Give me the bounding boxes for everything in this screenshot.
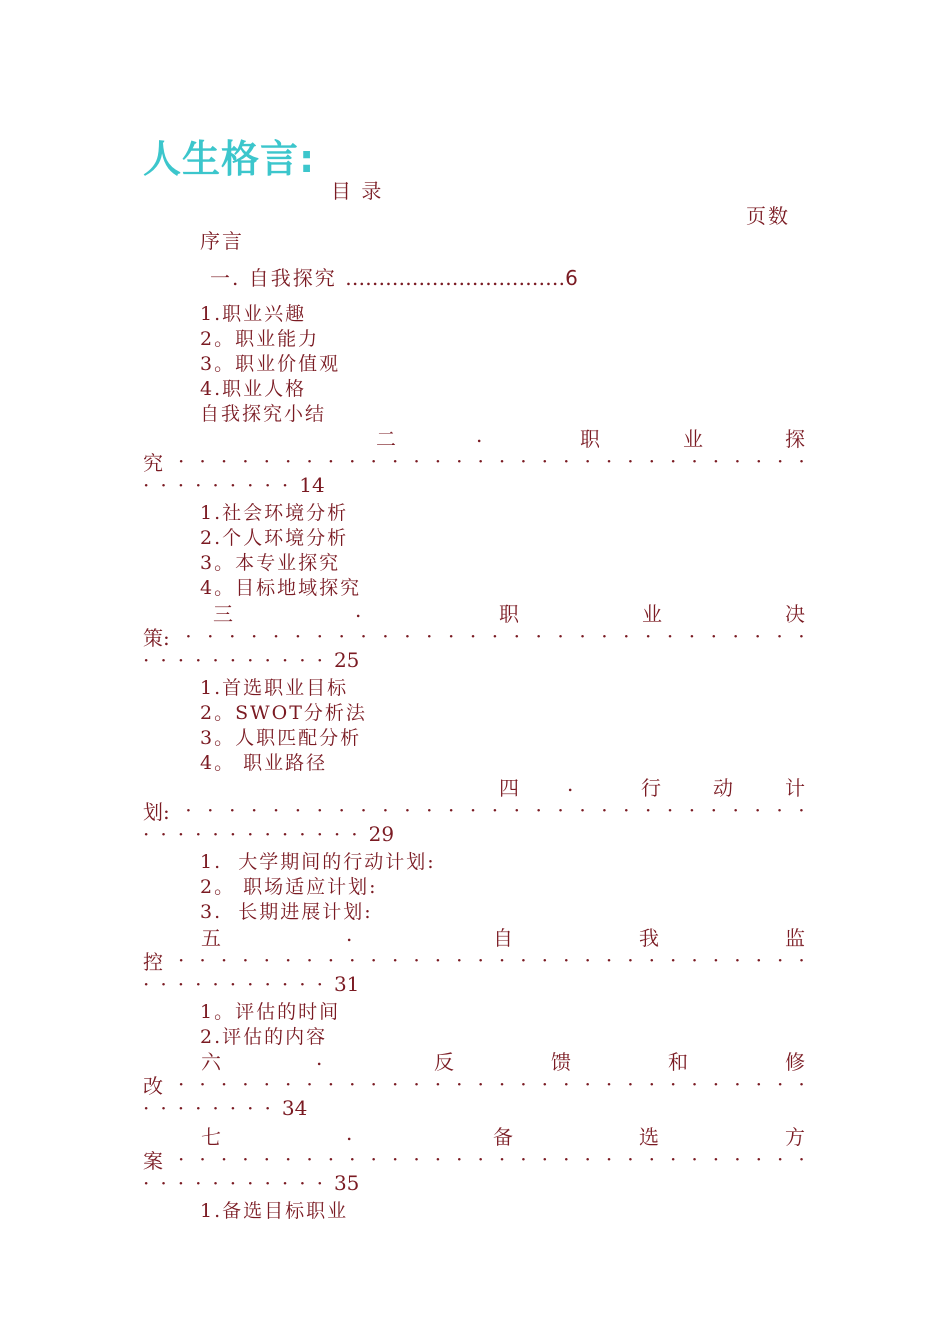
section-7-char: 备 (493, 1125, 513, 1149)
section-3-item: 3。人职匹配分析 (200, 727, 362, 749)
section-1-item: 2。职业能力 (200, 328, 320, 350)
section-3-char: 决 (785, 602, 805, 626)
section-4-item: 1. 大学期间的行动计划: (200, 851, 436, 873)
section-5-char: 五 (201, 926, 221, 950)
section-7-char: 七 (201, 1125, 221, 1149)
section-2-item: 3。本专业探究 (200, 552, 341, 574)
section-5-page: 31 (333, 972, 360, 996)
section-3-char: . (355, 598, 362, 622)
preface-entry: 序言 (200, 229, 244, 253)
section-2-char: 二 (376, 427, 396, 451)
section-6-char: . (316, 1046, 323, 1070)
section-4-char: 四 (499, 776, 519, 800)
section-6-char: 反 (434, 1050, 454, 1074)
section-3-item: 4。 职业路径 (200, 752, 328, 774)
section-1-item: 1.职业兴趣 (200, 303, 307, 325)
section-5-char: 监 (785, 926, 805, 950)
section-4-item: 3. 长期进展计划: (200, 901, 373, 923)
section-4-char: 动 (713, 776, 733, 800)
section-1-page: 6 (565, 266, 580, 290)
section-2-leader-row: 究 · · · · · · · · · · · · · · · · · · · · · · · · · · · · · · (143, 448, 805, 474)
section-7-char: 方 (785, 1125, 805, 1149)
section-1-leader: …………………………… (345, 266, 566, 290)
section-5-char: 自 (493, 926, 513, 950)
motto-heading: 人生格言: (143, 137, 316, 181)
section-3-char: 三 (213, 602, 233, 626)
section-1-entry (210, 262, 580, 291)
section-4-char: 行 (641, 776, 661, 800)
section-6-page: 34 (281, 1096, 308, 1120)
section-2-char: . (476, 423, 483, 447)
section-4-char: . (567, 772, 574, 796)
section-6-char: 修 (785, 1050, 805, 1074)
section-3-item: 1.首选职业目标 (200, 677, 349, 699)
section-5-char: 我 (639, 926, 659, 950)
section-3-item: 2。SWOT分析法 (200, 702, 367, 724)
section-1-number: 一. (210, 266, 241, 290)
section-7-char: 选 (639, 1125, 659, 1149)
section-7-last-char: 案 (143, 1148, 163, 1173)
section-3-leader-row: 策: · · · · · · · · · · · · · · · · · · · · · · · · · · · · · (143, 623, 805, 649)
section-2-page-row: ·········14 (143, 473, 325, 497)
section-7-leader-row: 案 · · · · · · · · · · · · · · · · · · · · · · · · · · · · · · (143, 1146, 805, 1172)
section-3-heading (143, 598, 805, 624)
section-5-item: 2.评估的内容 (200, 1026, 328, 1048)
section-1-item: 4.职业人格 (200, 378, 307, 400)
section-6-page-row: ········34 (143, 1096, 308, 1120)
section-3-char: 业 (642, 602, 662, 626)
section-4-char: 计 (785, 776, 805, 800)
section-7-heading (143, 1121, 805, 1147)
section-4-item: 2。 职场适应计划: (200, 876, 378, 898)
section-5-leader-row: 控 · · · · · · · · · · · · · · · · · · · · · · · · · · · · · · (143, 947, 805, 973)
section-7-item: 1.备选目标职业 (200, 1200, 349, 1222)
section-4-page-row: ·············29 (143, 822, 395, 846)
section-3-char: 职 (499, 602, 519, 626)
section-4-page: 29 (368, 822, 395, 846)
section-2-item: 4。目标地域探究 (200, 577, 362, 599)
pages-label: 页数 (746, 204, 790, 228)
section-2-page: 14 (299, 473, 325, 497)
section-7-page: 35 (333, 1171, 360, 1195)
section-3-page: 25 (333, 648, 360, 672)
section-6-char: 和 (668, 1050, 688, 1074)
section-2-item: 2.个人环境分析 (200, 527, 349, 549)
section-4-heading (143, 772, 805, 798)
section-5-item: 1。评估的时间 (200, 1001, 341, 1023)
section-1-summary: 自我探究小结 (200, 403, 327, 425)
section-6-char: 六 (201, 1050, 221, 1074)
section-5-last-char: 控 (143, 949, 163, 974)
section-5-heading (143, 922, 805, 948)
section-4-last-char: 划: (143, 799, 170, 824)
section-2-last-char: 究 (143, 450, 163, 475)
section-4-leader-row: 划: · · · · · · · · · · · · · · · · · · · · · · · · · · · · · (143, 797, 805, 823)
section-3-last-char: 策: (143, 625, 170, 650)
section-6-heading (143, 1046, 805, 1072)
toc-title: 目 录 (331, 179, 384, 203)
section-2-item: 1.社会环境分析 (200, 502, 349, 524)
section-7-page-row: ···········35 (143, 1171, 360, 1195)
section-3-page-row: ···········25 (143, 648, 360, 672)
section-5-page-row: ···········31 (143, 972, 360, 996)
section-6-leader-row: 改 · · · · · · · · · · · · · · · · · · · · · · · · · · · · · · (143, 1071, 805, 1097)
section-1-item: 3。职业价值观 (200, 353, 341, 375)
section-5-char: . (346, 922, 353, 946)
section-2-char: 职 (580, 427, 600, 451)
section-2-char: 业 (683, 427, 703, 451)
section-2-char: 探 (785, 427, 805, 451)
section-6-char: 馈 (551, 1050, 571, 1074)
section-1-title: 自我探究 (248, 266, 337, 290)
section-2-heading (143, 423, 805, 449)
section-6-last-char: 改 (143, 1073, 163, 1098)
section-7-char: . (346, 1121, 353, 1145)
